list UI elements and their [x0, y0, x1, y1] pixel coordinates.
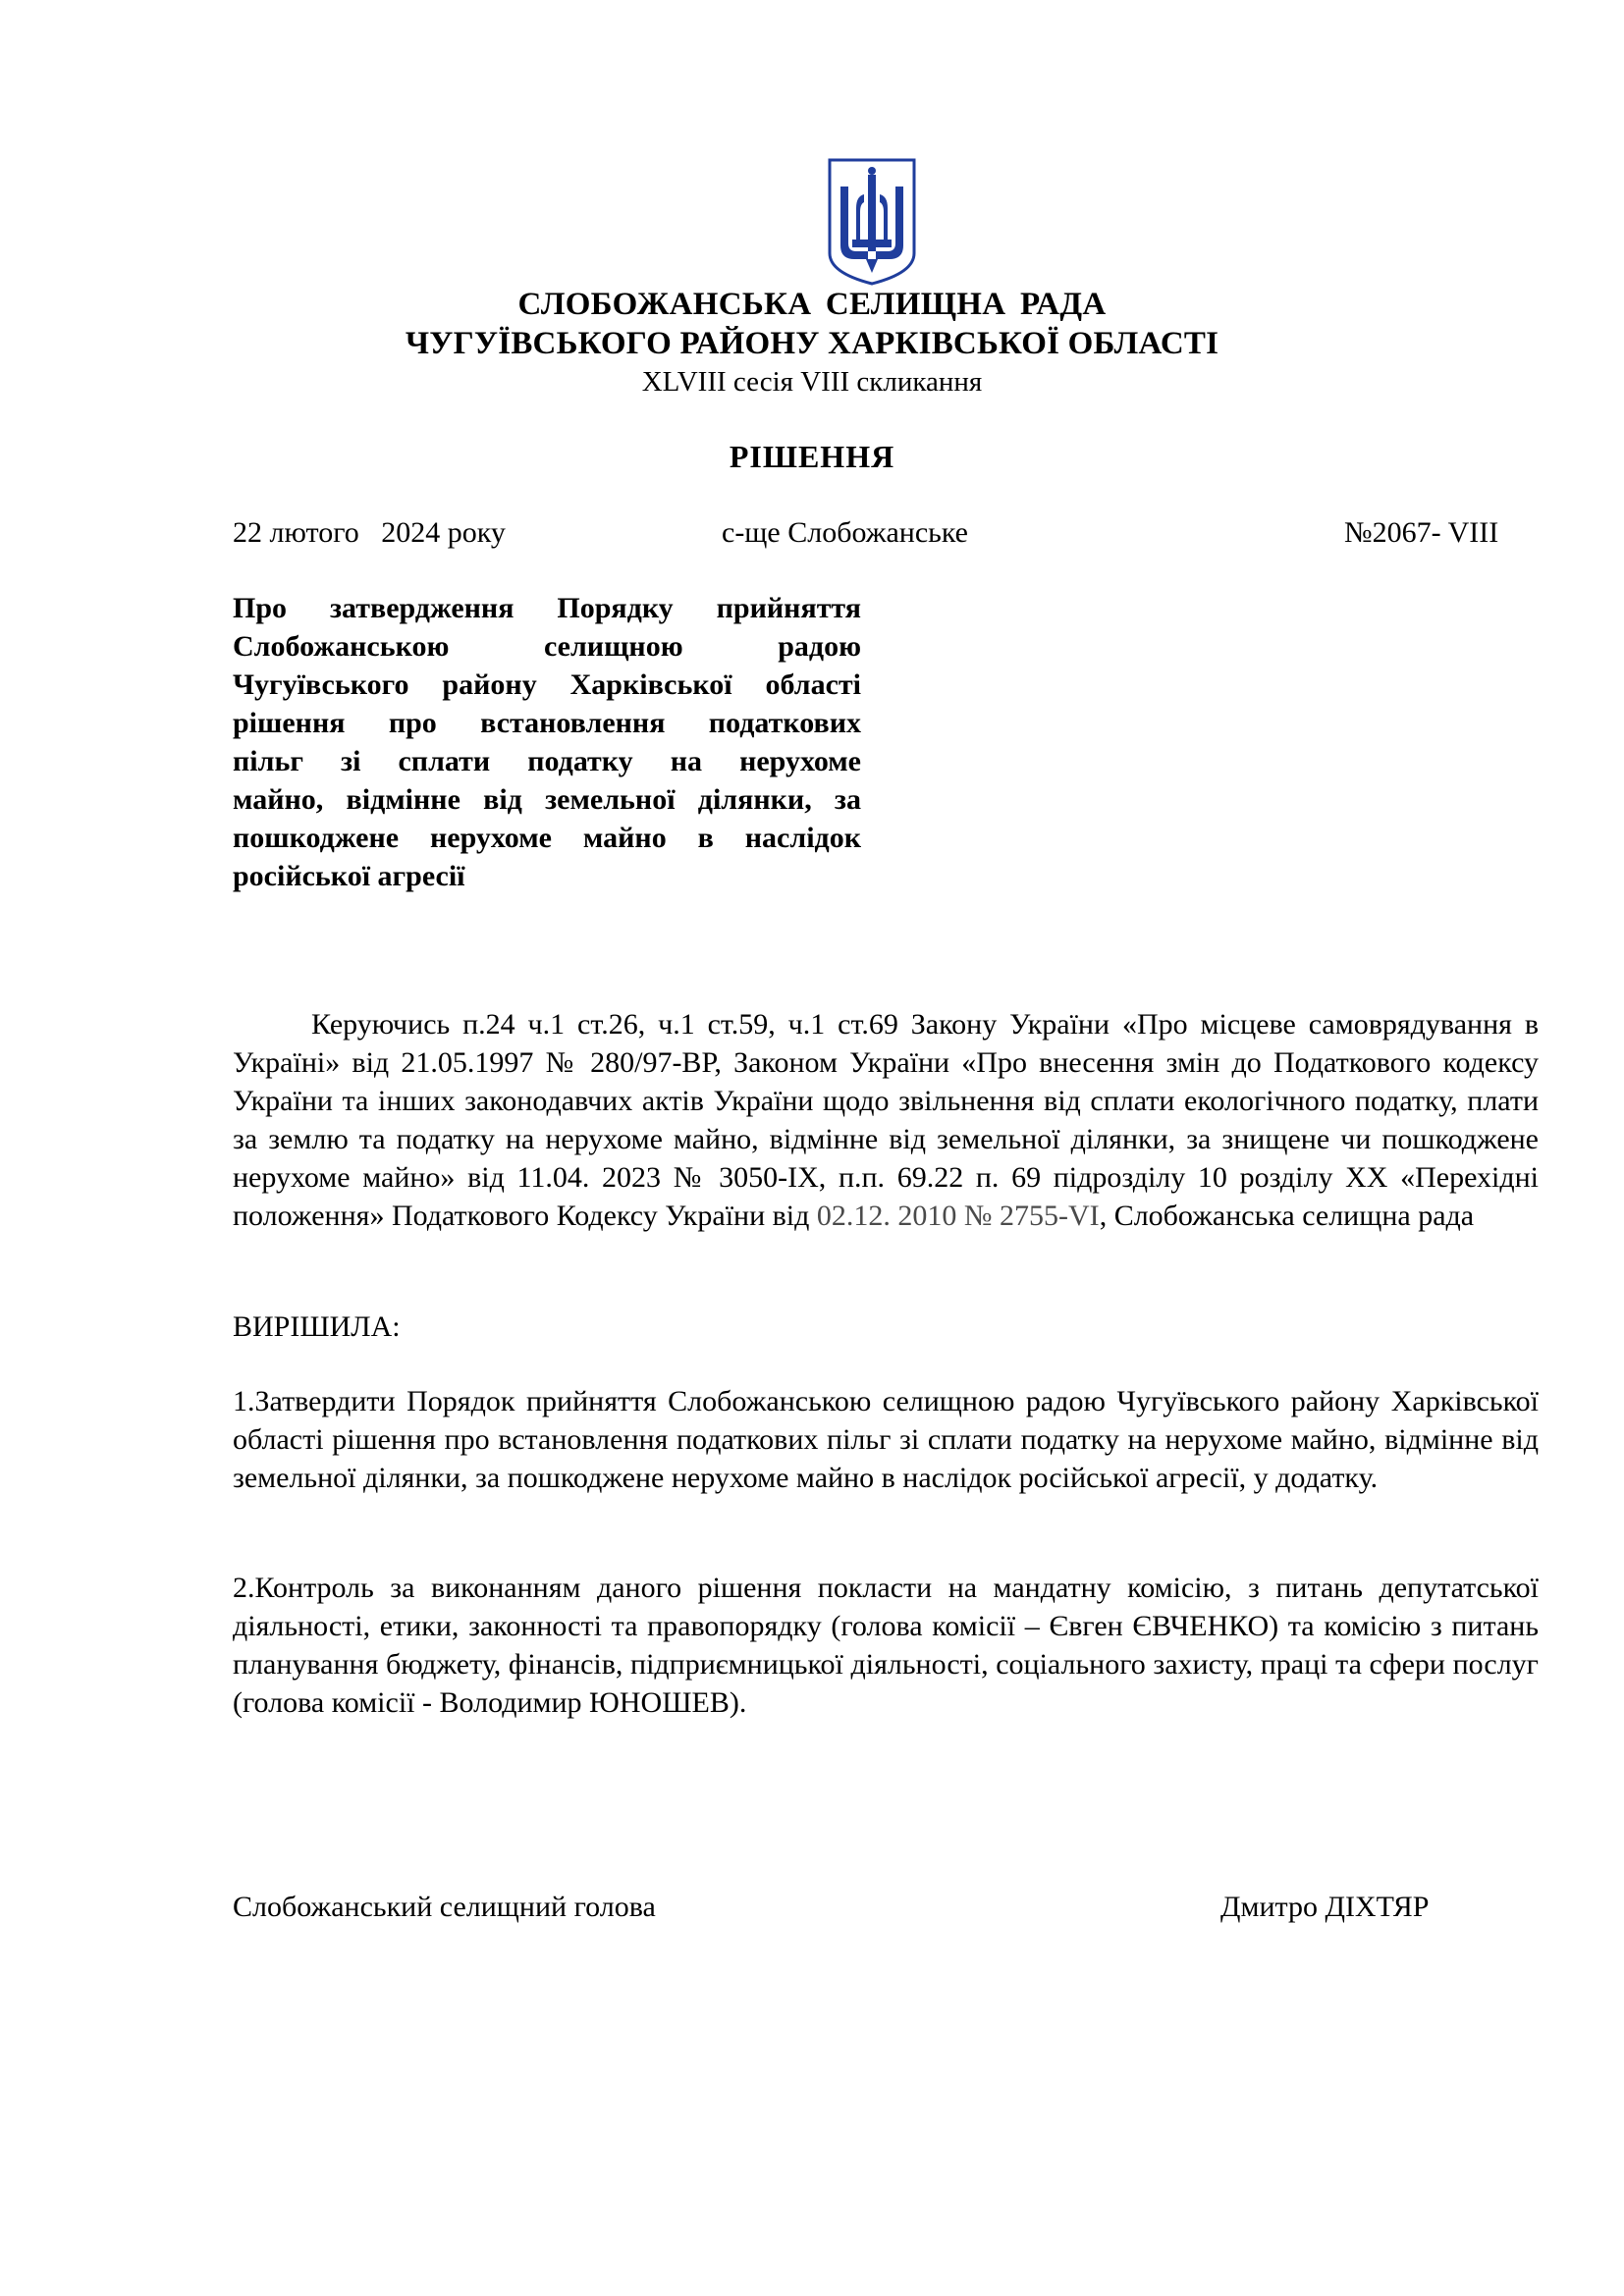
- preamble-paragraph: [233, 1005, 1539, 1235]
- subject-line: майно, відмінне від земельної ділянки, за: [233, 783, 861, 816]
- signature-name: Дмитро ДІХТЯР: [1220, 1891, 1430, 1923]
- subject-line: пільг зі сплати податку на нерухоме: [233, 745, 861, 777]
- signature-position: Слобожанський селищний голова: [233, 1891, 656, 1923]
- subject-line: пошкоджене нерухоме майно в наслідок: [233, 822, 861, 854]
- subject-line: російської агресії: [233, 860, 465, 892]
- subject-line: Про затвердження Порядку прийняття: [233, 592, 861, 624]
- decision-item-2: 2.Контроль за виконанням даного рішення покласти на мандатну комісію, з питань депутатської діяльності, етики, законності та правопорядку (голова комісії – Євген ЄВЧЕНКО) та комісію з питань планування бюджету, фінансів, підприємницької діяльності, соціального захисту, праці та сфери послуг (голова комісії - Володимир ЮНОШЕВ).: [233, 1572, 1539, 1719]
- tax-code-reference: 02.12. 2010 № 2755-VI: [816, 1200, 1100, 1232]
- decision-item-1: 1.Затвердити Порядок прийняття Слобожанською селищною радою Чугуївського району Харківської області рішення про встановлення податкових пільг зі сплати податку на нерухоме майно, відмінне від земельної ділянки, за пошкоджене нерухоме майно в наслідок російської агресії, у додатку.: [233, 1385, 1539, 1494]
- subject-line: Чугуївського району Харківської області: [233, 668, 861, 701]
- council-title: СЛОБОЖАНСЬКА СЕЛИЩНА РАДА: [517, 287, 1107, 322]
- decision-date: 22 лютого 2024 року: [233, 516, 506, 549]
- council-district: ЧУГУЇВСЬКОГО РАЙОНУ ХАРКІВСЬКОЇ ОБЛАСТІ: [405, 326, 1219, 361]
- subject-line: Слобожанською селищною радою: [233, 630, 861, 663]
- session-line: XLVIII сесія VIII скликання: [641, 366, 983, 398]
- coat-of-arms-icon: [827, 157, 917, 287]
- subject-line: рішення про встановлення податкових: [233, 707, 861, 739]
- decided-label: ВИРІШИЛА:: [233, 1310, 401, 1343]
- document-type: РІШЕННЯ: [729, 439, 895, 474]
- decision-subject: [233, 589, 861, 895]
- preamble-text: Керуючись п.24 ч.1 ст.26, ч.1 ст.59, ч.1 ст.69 Закону України «Про місцеве самоврядування в Україні» від 21.05.1997 № 280/97-ВР, Законом України «Про внесення змін до Податкового кодексу України та інших законодавчих актів України щодо звільнення від сплати екологічного податку, плати за землю та податку на нерухоме майно, відмінне від земельної ділянки, за знищене чи пошкоджене нерухоме майно» від 11.04. 2023 № 3050-IX, п.п. 69.22 п. 69 підрозділу 10 розділу XX «Перехідні положення» Податкового Кодексу України від: [233, 1008, 1539, 1232]
- decision-number: №2067- VIII: [1344, 516, 1499, 549]
- preamble-end: , Слобожанська селищна рада: [1099, 1200, 1475, 1232]
- decision-place: с-ще Слобожанське: [722, 516, 968, 549]
